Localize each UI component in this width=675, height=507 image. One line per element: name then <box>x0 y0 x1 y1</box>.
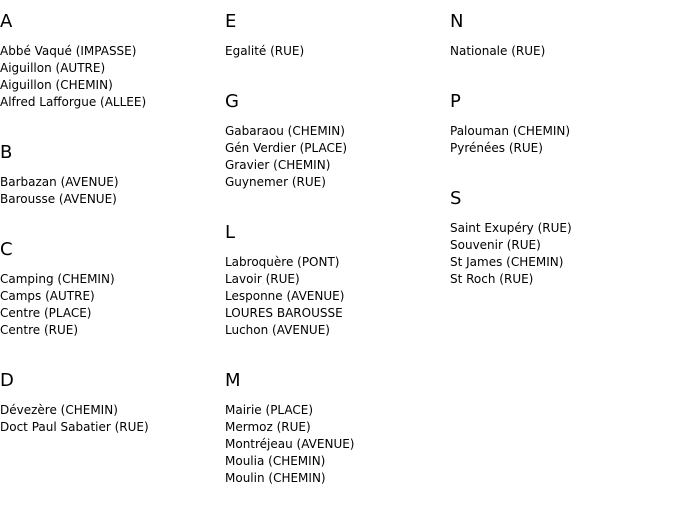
street-list <box>225 123 445 211</box>
street-link[interactable]: Labroquère (PONT) <box>225 255 340 269</box>
street-list <box>225 43 445 80</box>
street-link[interactable]: St James (CHEMIN) <box>450 255 564 269</box>
street-link[interactable]: Mairie (PLACE) <box>225 403 314 417</box>
street-list <box>450 123 670 177</box>
street-link[interactable]: Moulia (CHEMIN) <box>225 454 326 468</box>
street-link[interactable]: Gravier (CHEMIN) <box>225 158 331 172</box>
street-link[interactable]: Lesponne (AVENUE) <box>225 289 345 303</box>
street-list <box>450 43 670 80</box>
street-index-column-3 <box>450 0 670 308</box>
street-link[interactable]: Souvenir (RUE) <box>450 238 541 252</box>
street-list <box>225 254 445 359</box>
street-list <box>450 220 670 308</box>
street-link[interactable]: Palouman (CHEMIN) <box>450 124 571 138</box>
street-link[interactable]: Barousse (AVENUE) <box>0 192 117 206</box>
street-link[interactable]: Centre (PLACE) <box>0 306 92 320</box>
street-link[interactable]: Doct Paul Sabatier (RUE) <box>0 420 149 434</box>
section-letter-heading: N <box>450 11 464 32</box>
section-letter-heading: E <box>225 11 237 32</box>
section-letter-heading: M <box>225 370 241 391</box>
street-link[interactable]: Pyrénées (RUE) <box>450 141 543 155</box>
section-letter-heading: L <box>225 222 236 243</box>
street-link[interactable]: Moulin (CHEMIN) <box>225 471 326 485</box>
street-link[interactable]: Gén Verdier (PLACE) <box>225 141 348 155</box>
street-link[interactable]: Luchon (AVENUE) <box>225 323 330 337</box>
street-link[interactable]: Saint Exupéry (RUE) <box>450 221 572 235</box>
section-letter-heading: S <box>450 188 462 209</box>
street-link[interactable]: Aiguillon (CHEMIN) <box>0 78 113 92</box>
street-link[interactable]: Egalité (RUE) <box>225 44 305 58</box>
section-letter-heading: D <box>0 370 14 391</box>
section-letter-heading: A <box>0 11 13 32</box>
street-link[interactable]: Abbé Vaqué (IMPASSE) <box>0 44 137 58</box>
street-link[interactable]: Centre (RUE) <box>0 323 79 337</box>
street-list <box>0 271 220 359</box>
street-link[interactable]: Aiguillon (AUTRE) <box>0 61 106 75</box>
street-index-column-2 <box>225 0 445 507</box>
street-link[interactable]: Barbazan (AVENUE) <box>0 175 119 189</box>
street-list <box>0 402 220 456</box>
street-list <box>225 402 445 507</box>
street-link[interactable]: Montréjeau (AVENUE) <box>225 437 355 451</box>
section-letter-heading: G <box>225 91 239 112</box>
street-link[interactable]: Gabaraou (CHEMIN) <box>225 124 345 138</box>
street-link[interactable]: Lavoir (RUE) <box>225 272 300 286</box>
street-link[interactable]: Mermoz (RUE) <box>225 420 311 434</box>
street-link[interactable]: St Roch (RUE) <box>450 272 534 286</box>
section-letter-heading: B <box>0 142 13 163</box>
street-index-column-1 <box>0 0 220 456</box>
section-letter-heading: P <box>450 91 461 112</box>
street-link[interactable]: Camps (AUTRE) <box>0 289 95 303</box>
street-list <box>0 43 220 131</box>
street-link[interactable]: Alfred Lafforgue (ALLEE) <box>0 95 147 109</box>
street-link[interactable]: Guynemer (RUE) <box>225 175 326 189</box>
section-letter-heading: C <box>0 239 13 260</box>
street-list <box>0 174 220 228</box>
street-link[interactable]: Camping (CHEMIN) <box>0 272 115 286</box>
street-link[interactable]: Dévezère (CHEMIN) <box>0 403 118 417</box>
street-link[interactable]: LOURES BAROUSSE <box>225 306 343 320</box>
street-link[interactable]: Nationale (RUE) <box>450 44 546 58</box>
